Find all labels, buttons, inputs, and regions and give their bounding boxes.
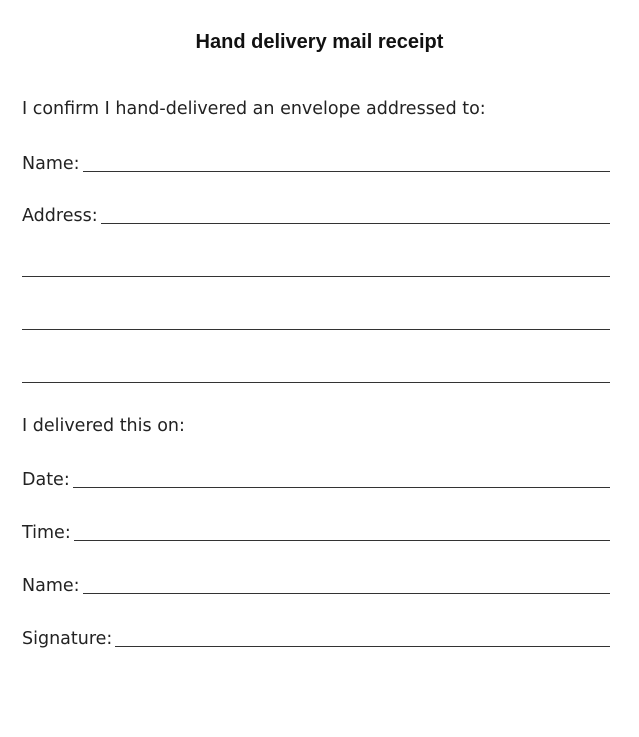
- recipient-name-field[interactable]: [22, 150, 610, 174]
- address-line-3[interactable]: [22, 329, 610, 330]
- recipient-name-label: Name:: [22, 154, 80, 174]
- delivery-date-line[interactable]: [73, 487, 610, 488]
- recipient-address-line[interactable]: [101, 223, 610, 224]
- signature-label: Signature:: [22, 629, 113, 649]
- recipient-address-field[interactable]: [22, 202, 610, 226]
- recipient-name-line[interactable]: [83, 171, 610, 172]
- delivery-time-line[interactable]: [74, 540, 610, 541]
- document-title: Hand delivery mail receipt: [195, 31, 444, 53]
- deliverer-name-field[interactable]: [22, 572, 610, 596]
- confirm-statement: I confirm I hand-delivered an envelope addressed to:: [22, 99, 486, 119]
- address-line-4[interactable]: [22, 382, 610, 383]
- delivery-date-field[interactable]: [22, 466, 610, 490]
- delivery-date-label: Date:: [22, 470, 70, 490]
- deliverer-name-label: Name:: [22, 576, 80, 596]
- delivered-statement: I delivered this on:: [22, 416, 185, 436]
- recipient-address-label: Address:: [22, 206, 98, 226]
- deliverer-name-line[interactable]: [83, 593, 610, 594]
- address-line-2[interactable]: [22, 276, 610, 277]
- delivery-time-label: Time:: [22, 523, 71, 543]
- signature-field[interactable]: [22, 625, 610, 649]
- delivery-time-field[interactable]: [22, 519, 610, 543]
- signature-line[interactable]: [115, 646, 610, 647]
